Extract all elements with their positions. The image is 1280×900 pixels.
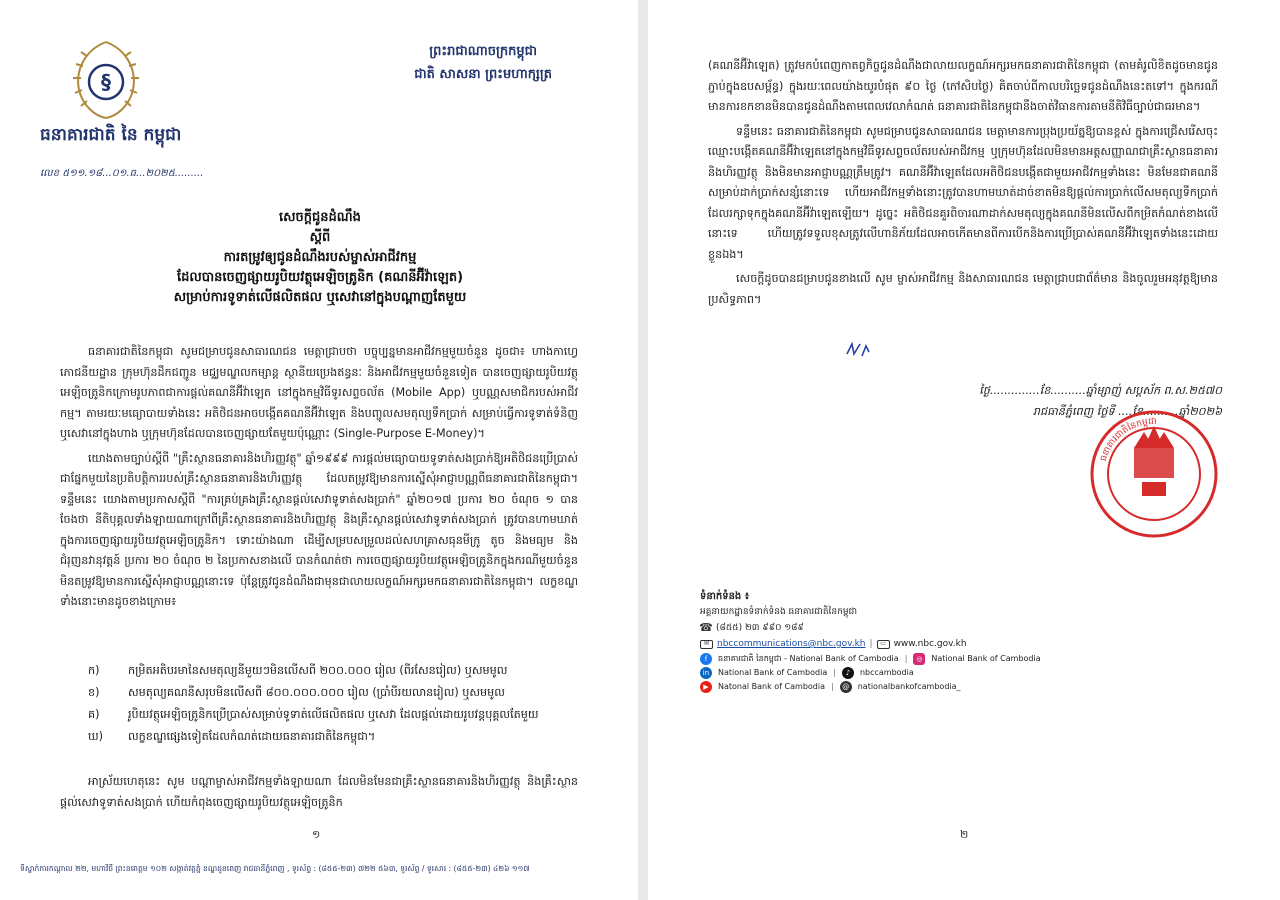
tiktok-icon: ♪ xyxy=(842,667,854,679)
title-line: ស្តីពី xyxy=(309,230,331,245)
notice-title xyxy=(100,208,540,308)
social-row: in National Bank of Cambodia | ♪ nbccambodia xyxy=(700,666,1120,680)
tiktok-link[interactable]: nbccambodia xyxy=(859,668,914,677)
page2-body xyxy=(708,56,1218,314)
page-number: ២ xyxy=(960,828,969,841)
contact-department xyxy=(700,604,1120,620)
facebook-icon: f xyxy=(700,653,712,665)
facebook-link[interactable]: ធនាគារជាតិ នៃកម្ពុជា - National Bank of Cambodia xyxy=(718,654,899,663)
lunar-date: ថ្ងៃ..............ខែ..........ឆ្នាំម្សាញ់ សប្តស័ក ព.ស.២៥៧០ xyxy=(979,384,1222,397)
linkedin-link[interactable]: National Bank of Cambodia xyxy=(718,668,828,677)
email-link[interactable]: nbccommunications@nbc.gov.kh xyxy=(717,639,866,649)
social-links xyxy=(700,652,1120,694)
contact-phone xyxy=(700,620,1120,636)
svg-text:§: § xyxy=(101,70,111,94)
paragraph: (គណនីអ៊ីវ៉ាឡេត) ត្រូវមកបំពេញកាតព្វកិច្ចជូនដំណឹងជាលាយលក្ខណ៍អក្សរមកធនាគារជាតិនៃកម្ពុជា (តាមគំរូលិខិតដូចមានជូនភ្ជាប់ក្នុងឧបសម្ព័ន្ធ) ក្នុងរយៈពេលយ៉ាងយូរបំផុត ៩០ ថ្ងៃ (កៅសិបថ្ងៃ) គិតចាប់ពីកាលបរិច្ឆេទជូនដំណឹងនេះតទៅ។ ក្នុងករណី មានការខកខានមិនបានជូនដំណឹងតាមពេលវេលាកំណត់ ធនាគារជាតិនៃកម្ពុជានឹងចាត់វិធានការតាមនីតិវិធីច្បាប់ជាធរមាន។ xyxy=(708,59,1218,113)
list-marker: គ) xyxy=(88,708,100,721)
paragraph: ធនាគារជាតិនៃកម្ពុជា សូមជម្រាបជូនសាធារណជន មេត្តាជ្រាបថា បច្ចុប្បន្នមានអាជីវកម្មមួយចំនួន ដូចជា៖ ហាងកាហ្វេ ភោជនីយដ្ឋាន ក្រុមហ៊ុនដឹកជញ្ជូន មជ្ឈមណ្ឌលកម្សាន្ត ស្ថានីយប្រេងឥន្ធនៈ និងអាជីវកម្មមួយចំនួនទៀត បានចេញផ្សាយរូបិយវត្ថុអេឡិចត្រូនិកក្រោមរូបភាពជាការផ្តល់គណនីអ៊ីវ៉ាឡេត នៅក្នុងកម្មវិធីទូរសព្ទចល័ត (Mobile App) ឬបណ្ណសមាជិករបស់អាជីវកម្ម។ តាមរយៈមធ្យោបាយទាំងនេះ អតិថិជនអាចបង្កើតគណនីអ៊ីវ៉ាឡេត និងបញ្ចូលសមតុល្យទឹកប្រាក់ សម្រាប់ធ្វើការទូទាត់ទំនិញ ឬសេវានៅក្នុងហាង ឬក្រុមហ៊ុនដែលបានចេញផ្សាយតែមួយប៉ុណ្ណោះ (Single-Purpose E-Money)។ xyxy=(60,345,578,440)
nbc-emblem-logo xyxy=(65,36,147,122)
list-text: រូបិយវត្ថុអេឡិចត្រូនិកប្រើប្រាស់សម្រាប់ទូទាត់លើផលិតផល ឬសេវា ដែលផ្តល់ដោយរូបវន្តបុគ្គលតែមួយ xyxy=(128,708,539,721)
handwritten-initials xyxy=(844,340,874,360)
linkedin-icon: in xyxy=(700,667,712,679)
motto-line-2: ជាតិ សាសនា ព្រះមហាក្សត្រ xyxy=(414,67,552,82)
paragraph: អាស្រ័យហេតុនេះ សូម បណ្តាម្ចាស់អាជីវកម្មទាំងឡាយណា ដែលមិនមែនជាគ្រឹះស្ថានធនាគារនិងហិរញ្ញវត្ថុ និងគ្រឹះស្ថានផ្តល់សេវាទូទាត់សងប្រាក់ ហើយកំពុងចេញផ្សាយរូបិយវត្ថុអេឡិចត្រូនិក xyxy=(60,775,578,809)
phone-number: (៨៥៥) ២៣ ៩៩០ ១៨៩ xyxy=(716,623,804,633)
list-item xyxy=(88,660,578,682)
social-row: ▶ Natonal Bank of Cambodia | @ nationalbankofcambodia_ xyxy=(700,680,1120,694)
address-footer: ទីស្នាក់ការកណ្តាល ២២, មហាវិថី ព្រះនរោត្តម ១០២ សង្កាត់វត្តភ្នំ ខណ្ឌដូនពេញ រាជធានីភ្នំពេញ , ទូរស័ព្ទ : (៨៥៥-២៣) ៧២២ ៥៦៣, ទូរស័ព្ទ / ទូរសារ : (៨៥៥-២៣) ៤២៦ ១១៧ xyxy=(20,864,530,873)
list-marker: ខ) xyxy=(88,686,100,699)
list-item xyxy=(88,682,578,704)
youtube-icon: ▶ xyxy=(700,681,712,693)
email-icon: ✉ xyxy=(700,640,713,649)
department-text: អគ្គនាយកដ្ឋានទំនាក់ទំនង ធនាគារជាតិនៃកម្ពុជា xyxy=(700,607,858,617)
page1-tail xyxy=(60,772,578,817)
document-page-1 xyxy=(0,0,638,900)
title-line: សេចក្តីជូនដំណឹង xyxy=(279,210,361,225)
instagram-icon: ◎ xyxy=(913,653,925,665)
bank-name: ធនាគារជាតិ នៃ កម្ពុជា xyxy=(40,125,182,145)
title-line: ការតម្រូវឲ្យជូនដំណឹងរបស់ម្ចាស់អាជីវកម្ម xyxy=(223,250,417,265)
contact-block xyxy=(700,590,1120,694)
youtube-link[interactable]: Natonal Bank of Cambodia xyxy=(718,682,826,691)
social-row: f ធនាគារជាតិ នៃកម្ពុជា - National Bank of Cambodia | ◎ National Bank of Cambodia xyxy=(700,652,1120,666)
reference-number: លេខ ៥១១.១៨...០១.ធ...២០២៥......... xyxy=(40,168,204,179)
threads-link[interactable]: nationalbankofcambodia_ xyxy=(857,682,961,691)
threads-icon: @ xyxy=(840,681,852,693)
paragraph: សេចក្តីដូចបានជម្រាបជូនខាងលើ សូម ម្ចាស់អាជីវកម្ម និងសាធារណជន មេត្តាជ្រាបជាព័ត៌មាន និងចូលរួមអនុវត្តឱ្យមានប្រសិទ្ធភាព។ xyxy=(708,272,1218,306)
conditions-list xyxy=(88,660,578,748)
motto-line-1: ព្រះរាជាណាចក្រកម្ពុជា xyxy=(429,44,537,59)
list-marker: ឃ) xyxy=(88,730,104,743)
list-text: លក្ខខណ្ឌផ្សេងទៀតដែលកំណត់ដោយធនាគារជាតិនៃកម្ពុជា។ xyxy=(128,730,376,743)
website-link[interactable]: www.nbc.gov.kh xyxy=(893,639,967,649)
title-line: ដែលបានចេញផ្សាយរូបិយវត្ថុអេឡិចត្រូនិក (គណនីអ៊ីវ៉ាឡេត) xyxy=(176,270,464,285)
contact-heading: ទំនាក់ទំនង ៖ xyxy=(700,591,750,602)
paragraph: យោងតាមច្បាប់ស្តីពី "គ្រឹះស្ថានធនាគារនិងហិរញ្ញវត្ថុ" ឆ្នាំ១៩៩៩ ការផ្តល់មធ្យោបាយទូទាត់សងប្រាក់ឱ្យអតិថិជនប្រើប្រាស់ ជាផ្នែកមួយនៃប្រតិបត្តិការរបស់គ្រឹះស្ថានធនាគារនិងហិរញ្ញវត្ថុ ដែលតម្រូវឱ្យមានការស្នើសុំអាជ្ញាបណ្ណពីធនាគារជាតិនៃកម្ពុជា។ ទន្ទឹមនេះ យោងតាមប្រកាសស្តីពី "ការគ្រប់គ្រងគ្រឹះស្ថានផ្តល់សេវាទូទាត់សងប្រាក់" ឆ្នាំ២០១៧ ប្រការ ២០ ចំណុច ១ បានចែងថា នីតិបុគ្គលទាំងឡាយណាក្រៅពីគ្រឹះស្ថានធនាគារនិងហិរញ្ញវត្ថុ និងគ្រឹះស្ថានផ្តល់សេវាទូទាត់សងប្រាក់ ត្រូវបានហាមឃាត់ក្នុងការចេញផ្សាយរូបិយវត្ថុអេឡិចត្រូនិក។ ទោះយ៉ាងណា ដើម្បីសម្របសម្រួលដល់សហគ្រាសធុនមីក្រូ តូច និងមធ្យម និងជំរុញនវានុវត្តន៍ ប្រការ ២០ ចំណុច ២ នៃប្រកាសខាងលើ បានកំណត់ថា ការចេញផ្សាយរូបិយវត្ថុអេឡិចត្រូនិកក្នុងករណីមួយចំនួន មិនតម្រូវឱ្យមានការស្នើសុំអាជ្ញាបណ្ណនោះទេ ប៉ុន្តែត្រូវជូនដំណឹងជាមុនជាលាយលក្ខណ៍អក្សរមកធនាគារជាតិនៃកម្ពុជា។ លក្ខខណ្ឌទាំងនោះមានដូចខាងក្រោម៖ xyxy=(60,451,578,608)
document-page-2 xyxy=(648,0,1280,900)
phone-icon: ☎ xyxy=(699,621,713,634)
page-number: ១ xyxy=(312,828,321,841)
contact-email-web: ✉ nbccommunications@nbc.gov.kh | ▭ www.nbc.gov.kh xyxy=(700,636,1120,652)
title-line: សម្រាប់ការទូទាត់លើផលិតផល ឬសេវានៅក្នុងបណ្តាញតែមួយ xyxy=(173,290,467,305)
instagram-link[interactable]: National Bank of Cambodia xyxy=(931,654,1041,663)
website-icon: ▭ xyxy=(877,640,890,649)
list-text: កម្រិតអតិបរមានៃសមតុល្យនីមួយៗមិនលើសពី ២០០.០០០ រៀល (ពីរសែនរៀល) ឬសមមូល xyxy=(128,664,508,677)
list-marker: ក) xyxy=(88,664,100,677)
list-item xyxy=(88,704,578,726)
list-item xyxy=(88,726,578,748)
paragraph: ទន្ទឹមនេះ ធនាគារជាតិនៃកម្ពុជា សូមជម្រាបជូនសាធារណជន មេត្តាមានការប្រុងប្រយ័ត្នឱ្យបានខ្ពស់ ក្នុងការជ្រើសរើសចុះឈ្មោះបង្កើតគណនីអ៊ីវ៉ាឡេតនៅក្នុងកម្មវិធីទូរសព្ទចល័តរបស់អាជីវកម្ម ឬក្រុមហ៊ុនដែលមិនមានអត្តសញ្ញាណជាគ្រឹះស្ថានធនាគារនិងហិរញ្ញវត្ថុ និងមិនមានអាជ្ញាបណ្ណត្រឹមត្រូវ។ គណនីអ៊ីវ៉ាឡេតដែលអតិថិជនបង្កើតជាមួយអាជីវកម្មទាំងនេះ មិនមែនជាគណនីសម្រាប់ដាក់ប្រាក់សន្សំនោះទេ ហើយអាជីវកម្មទាំងនោះត្រូវបានហាមឃាត់ដាច់ខាតមិនឱ្យផ្តល់ការប្រាក់លើសមតុល្យទឹកប្រាក់ដែលរក្សាទុកក្នុងគណនីអ៊ីវ៉ាឡេតឡើយ។ ដូច្នេះ អតិថិជនគួរពិចារណាដាក់សមតុល្យក្នុងគណនីមិនលើសពីកម្រិតកំណត់ខាងលើនោះទេ ហើយត្រូវទទួលខុសត្រូវលើហានិភ័យដែលអាចកើតមានពីការបើកនិងការប្រើប្រាស់គណនីអ៊ីវ៉ាឡេតទាំងនេះដោយខ្លួនឯង។ xyxy=(708,124,1218,261)
seal-text: ធនាគារជាតិនៃកម្ពុជា xyxy=(1098,416,1157,463)
page1-body xyxy=(60,342,578,617)
solar-date: រាជធានីភ្នំពេញ ថ្ងៃទី ....ខែ..........ឆ្នាំ២០២៦ xyxy=(1032,405,1222,418)
national-motto xyxy=(414,40,552,86)
list-text: សមតុល្យគណនីសរុបមិនលើសពី ៨០០.០០០.០០០ រៀល (ប្រាំបីរយលានរៀល) ឬសមមូល xyxy=(128,686,505,699)
official-seal-stamp xyxy=(1088,408,1220,540)
